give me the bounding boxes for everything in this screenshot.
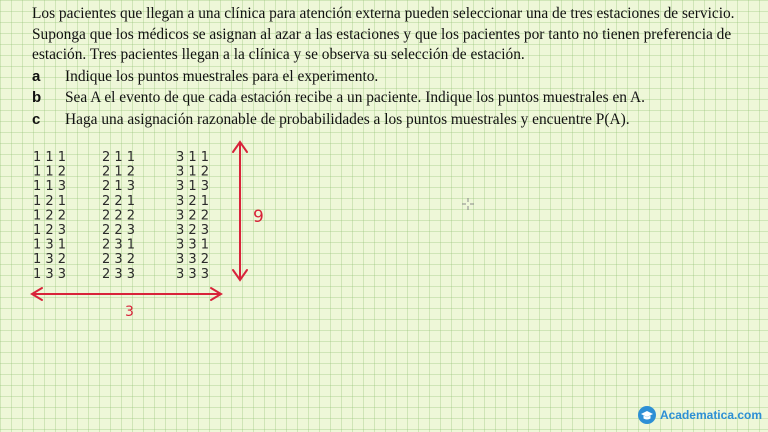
sample-point: 1 1 3 (33, 179, 67, 195)
item-a-letter: a (32, 67, 41, 85)
sample-points-grid (33, 150, 209, 282)
item-b-letter: b (32, 89, 42, 106)
logo-text: Academatica.com (659, 408, 762, 422)
sample-point: 3 2 2 (176, 208, 210, 224)
sample-point: 3 3 2 (176, 252, 210, 268)
item-b-text: Sea A el evento de que cada estación recibe a un paciente. Indique los puntos muestrales en A. (65, 89, 645, 106)
sample-point: 3 2 1 (176, 193, 210, 209)
sample-point: 2 3 1 (102, 237, 136, 253)
sample-point: 2 1 1 (102, 150, 136, 165)
sample-point: 1 2 3 (33, 223, 67, 238)
sample-point: 2 1 2 (102, 164, 136, 180)
sample-point: 1 2 1 (33, 193, 67, 209)
problem-statement: Los pacientes que llegan a una clínica para atención externa pueden seleccionar una de tres estaciones de servicio. Suponga que los médicos se asignan al azar a las estaciones y que los pacientes por tanto no tienen preferencia de estación. Tres pacientes llegan a la clínica y se observa su selección de estación. (32, 5, 735, 63)
sample-point: 2 2 1 (102, 193, 136, 209)
row-count-label: 9 (253, 207, 264, 227)
sample-point: 1 2 2 (33, 208, 67, 224)
item-c-letter: c (32, 110, 41, 128)
sample-point: 3 1 3 (176, 179, 210, 195)
sample-point: 1 3 1 (33, 237, 67, 253)
sample-point: 3 3 1 (176, 237, 210, 253)
sample-point: 1 1 1 (33, 150, 67, 165)
sample-point: 3 1 1 (176, 150, 210, 165)
col-count-label: 3 (125, 304, 134, 320)
sample-point: 3 1 2 (176, 164, 210, 180)
academatica-logo (637, 404, 762, 426)
crosshair-cursor-icon (462, 198, 474, 210)
sample-point: 2 3 2 (102, 252, 136, 268)
sample-point: 1 3 2 (33, 252, 67, 268)
sample-point: 2 2 3 (102, 223, 136, 238)
sample-point: 1 3 3 (33, 266, 67, 282)
vertical-double-arrow (233, 142, 247, 280)
sample-point: 2 2 2 (102, 208, 136, 224)
sample-point: 3 3 3 (176, 266, 210, 282)
item-c-text: Haga una asignación razonable de probabilidades a los puntos muestrales y encuentre P(A). (65, 110, 630, 128)
sample-point: 2 1 3 (102, 179, 136, 195)
sample-point: 2 3 3 (102, 266, 136, 282)
academatica-logo-icon (637, 405, 657, 425)
item-a-text: Indique los puntos muestrales para el experimento. (65, 67, 379, 85)
horizontal-double-arrow (32, 288, 221, 300)
sample-point: 1 1 2 (33, 164, 67, 180)
sample-point: 3 2 3 (176, 223, 210, 238)
